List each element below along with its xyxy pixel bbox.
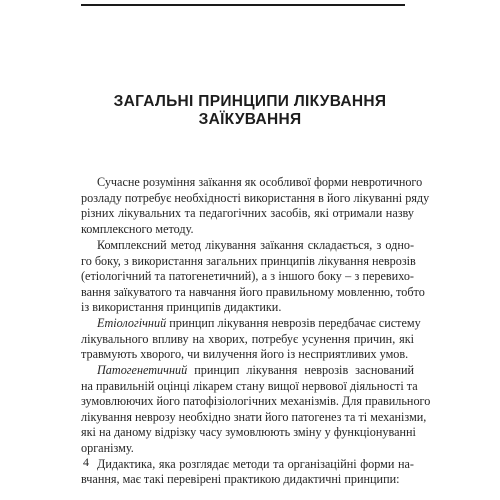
body-line: (етіологічний та патогенетичний), а з іншого боку – з перевихо-	[81, 269, 414, 283]
body-line: Етіологічний принцип лікування неврозів передбачає систему	[97, 316, 421, 330]
body-line: Патогенетичний принцип лікування неврозів заснований	[97, 363, 415, 377]
body-line: організму.	[81, 441, 134, 455]
body-line: із використання принципів дидактики.	[81, 300, 282, 314]
chapter-title-line-1: ЗАГАЛЬНІ ПРИНЦИПИ ЛІКУВАННЯ	[113, 93, 387, 110]
body-line: лікувального впливу на хворих, потребує усунення причин, які	[81, 332, 414, 346]
chapter-title-line-2: ЗАЇКУВАННЯ	[198, 111, 302, 128]
body-line: травмують хворого, чи вилучення його із несприятливих умов.	[81, 347, 409, 361]
body-line: Сучасне розуміння заїкання як особливої форми невротичного	[97, 175, 423, 189]
body-line: які на даному відрізку часу зумовлюють зміну у функціонуванні	[81, 425, 416, 439]
body-line: на правильній оцінці лікарем стану вищої нервової діяльності та	[81, 379, 418, 393]
term-pathogenetic: Патогенетичний	[97, 363, 188, 377]
body-line: комплексного методу.	[81, 222, 194, 236]
top-rule	[81, 4, 405, 6]
body-line: вання заїкуватого та навчання його правильному мовленню, тобто	[81, 285, 425, 299]
term-etiological: Етіологічний	[97, 316, 167, 330]
body-line: Комплексний метод лікування заїкання складається, з одно-	[97, 238, 414, 252]
body-line: різних лікувальних та педагогічних засобів, які отримали назву	[81, 206, 414, 220]
body-line: зумовлюючих його патофізіологічних механізмів. Для правильного	[81, 394, 431, 408]
body-line: розладу потребує необхідності використання в його лікуванні ряду	[81, 191, 430, 205]
body-line: вчання, має такі перевірені практикою дидактичні принципи:	[81, 472, 400, 486]
body-line: лікування неврозу необхідно знати його патогенез та ті механізми,	[81, 410, 427, 424]
body-line: го боку, з використання загальних принципів лікування неврозів	[81, 254, 416, 268]
body-line: Дидактика, яка розглядає методи та організаційні форми на-	[97, 457, 414, 471]
page-number: 4	[83, 455, 89, 469]
